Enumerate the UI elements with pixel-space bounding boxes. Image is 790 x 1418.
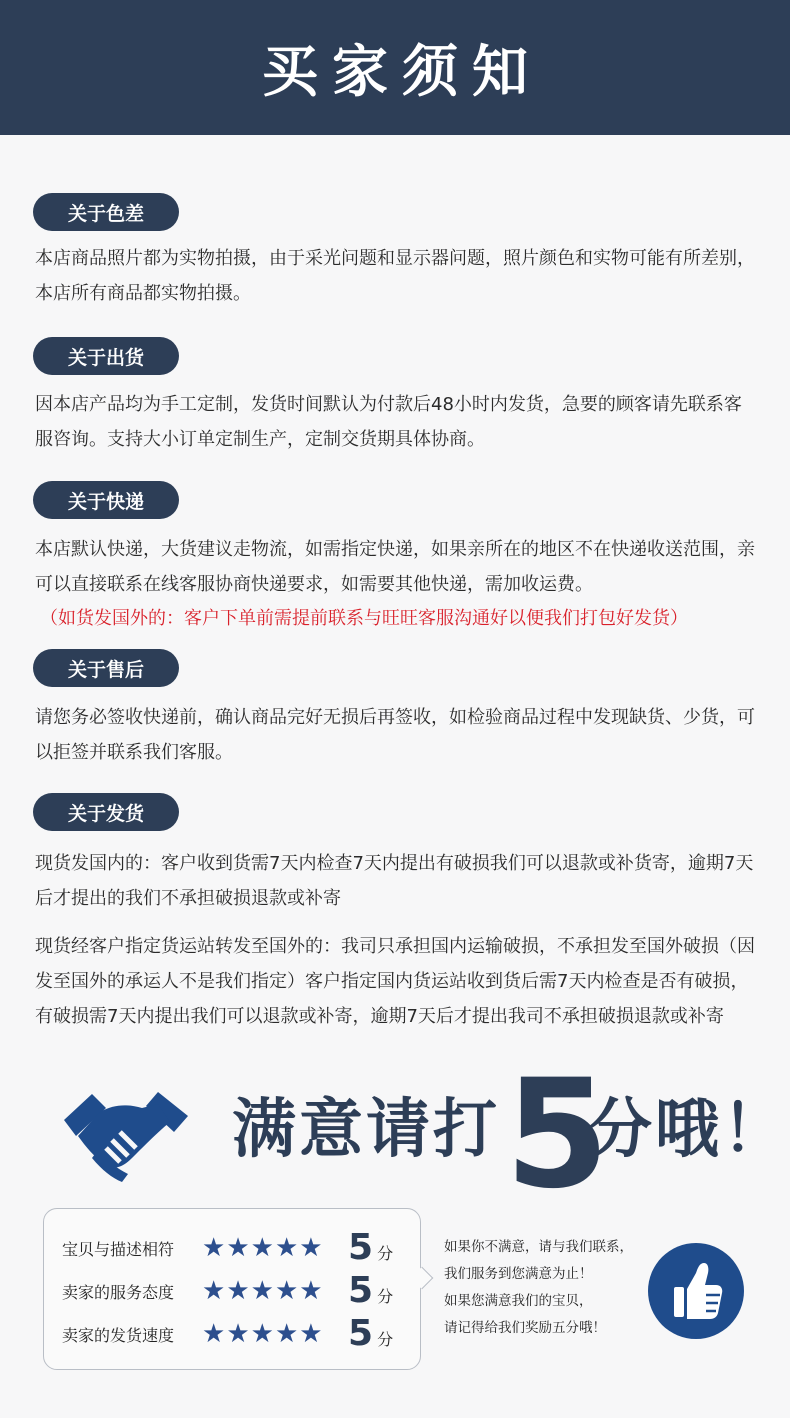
section-text-delivery-overseas: 现货经客户指定货运站转发至国外的：我司只承担国内运输破损，不承担发至国外破损（因发至国外的承运人不是我们指定）客户指定国内货运站收到货后需7天内检查是否有破损，有破损需7天内提出我们可以退款或补寄，逾期7天后才提出我司不承担破损退款或补寄 bbox=[35, 936, 755, 1027]
thumbs-up-badge bbox=[648, 1243, 744, 1339]
slogan-satisfied: 满意请打 bbox=[232, 1093, 500, 1167]
star-icon: ★ bbox=[299, 1276, 323, 1306]
page-title: 买家须知 bbox=[262, 39, 542, 105]
section-badge-shipping-out: 关于出货 bbox=[33, 337, 179, 375]
satisfaction-line: 请记得给我们奖励五分哦！ bbox=[444, 1320, 606, 1336]
rating-row-service bbox=[62, 1271, 412, 1311]
thumbs-up-icon bbox=[648, 1243, 744, 1339]
star-icon: ★ bbox=[274, 1233, 299, 1263]
satisfaction-line: 如果您满意我们的宝贝， bbox=[444, 1293, 593, 1309]
section-badge-after-sales: 关于售后 bbox=[33, 649, 179, 687]
star-icon: ★ bbox=[299, 1233, 323, 1263]
handshake-icon bbox=[62, 1082, 202, 1192]
slogan-points: 分哦！ bbox=[588, 1093, 789, 1167]
section-text-express: 本店默认快递，大货建议走物流，如需指定快递，如果亲所在的地区不在快递收送范围，亲可以直接联系在线客服协商快递要求，如需要其他快递，需加收运费。 bbox=[35, 539, 755, 595]
star-rating bbox=[202, 1278, 342, 1304]
satisfaction-message bbox=[444, 1234, 664, 1342]
star-icon: ★ bbox=[202, 1319, 226, 1349]
rating-row-description bbox=[62, 1228, 412, 1268]
section-badge-delivery: 关于发货 bbox=[33, 793, 179, 831]
satisfaction-line: 如果你不满意，请与我们联系， bbox=[444, 1239, 633, 1255]
star-icon: ★ bbox=[274, 1276, 299, 1306]
star-icon: ★ bbox=[226, 1233, 250, 1263]
star-icon: ★ bbox=[202, 1276, 226, 1306]
satisfaction-line: 我们服务到您满意为止！ bbox=[444, 1266, 593, 1282]
section-text-color-difference: 本店商品照片都为实物拍摄，由于采光问题和显示器问题，照片颜色和实物可能有所差别，本店所有商品都实物拍摄。 bbox=[35, 248, 755, 304]
star-rating bbox=[202, 1321, 342, 1347]
section-text-delivery-domestic: 现货发国内的：客户收到货需7天内检查7天内提出有破损我们可以退款或补货寄，逾期7天后才提出的我们不承担破损退款或补寄 bbox=[35, 853, 754, 909]
rating-label: 卖家的发货速度 bbox=[62, 1325, 175, 1345]
rating-score: 5 bbox=[348, 1270, 374, 1311]
overseas-shipping-note: （如货发国外的：客户下单前需提前联系与旺旺客服沟通好以便我们打包好发货） bbox=[40, 608, 688, 629]
rating-unit: 分 bbox=[377, 1329, 394, 1349]
star-icon: ★ bbox=[202, 1233, 226, 1263]
star-icon: ★ bbox=[250, 1319, 274, 1349]
star-icon: ★ bbox=[250, 1276, 274, 1306]
star-icon: ★ bbox=[274, 1319, 299, 1349]
section-text-shipping-out: 因本店产品均为手工定制，发货时间默认为付款后48小时内发货，急要的顾客请先联系客服咨询。支持大小订单定制生产，定制交货期具体协商。 bbox=[35, 394, 742, 450]
section-text-after-sales: 请您务必签收快递前，确认商品完好无损后再签收，如检验商品过程中发现缺货、少货，可以拒签并联系我们客服。 bbox=[35, 707, 755, 763]
header-banner bbox=[0, 0, 790, 135]
rating-unit: 分 bbox=[377, 1243, 394, 1263]
section-badge-express: 关于快递 bbox=[33, 481, 179, 519]
section-badge-color-difference: 关于色差 bbox=[33, 193, 179, 231]
rating-score: 5 bbox=[348, 1227, 374, 1268]
rating-label: 宝贝与描述相符 bbox=[62, 1239, 175, 1259]
rating-score: 5 bbox=[348, 1313, 374, 1354]
slogan-five: 5 bbox=[505, 1048, 610, 1222]
rating-label: 卖家的服务态度 bbox=[62, 1282, 175, 1302]
star-rating bbox=[202, 1235, 342, 1261]
rating-unit: 分 bbox=[377, 1286, 394, 1306]
star-icon: ★ bbox=[226, 1319, 250, 1349]
rating-row-delivery-speed bbox=[62, 1314, 412, 1354]
star-icon: ★ bbox=[299, 1319, 323, 1349]
star-icon: ★ bbox=[250, 1233, 274, 1263]
star-icon: ★ bbox=[226, 1276, 250, 1306]
